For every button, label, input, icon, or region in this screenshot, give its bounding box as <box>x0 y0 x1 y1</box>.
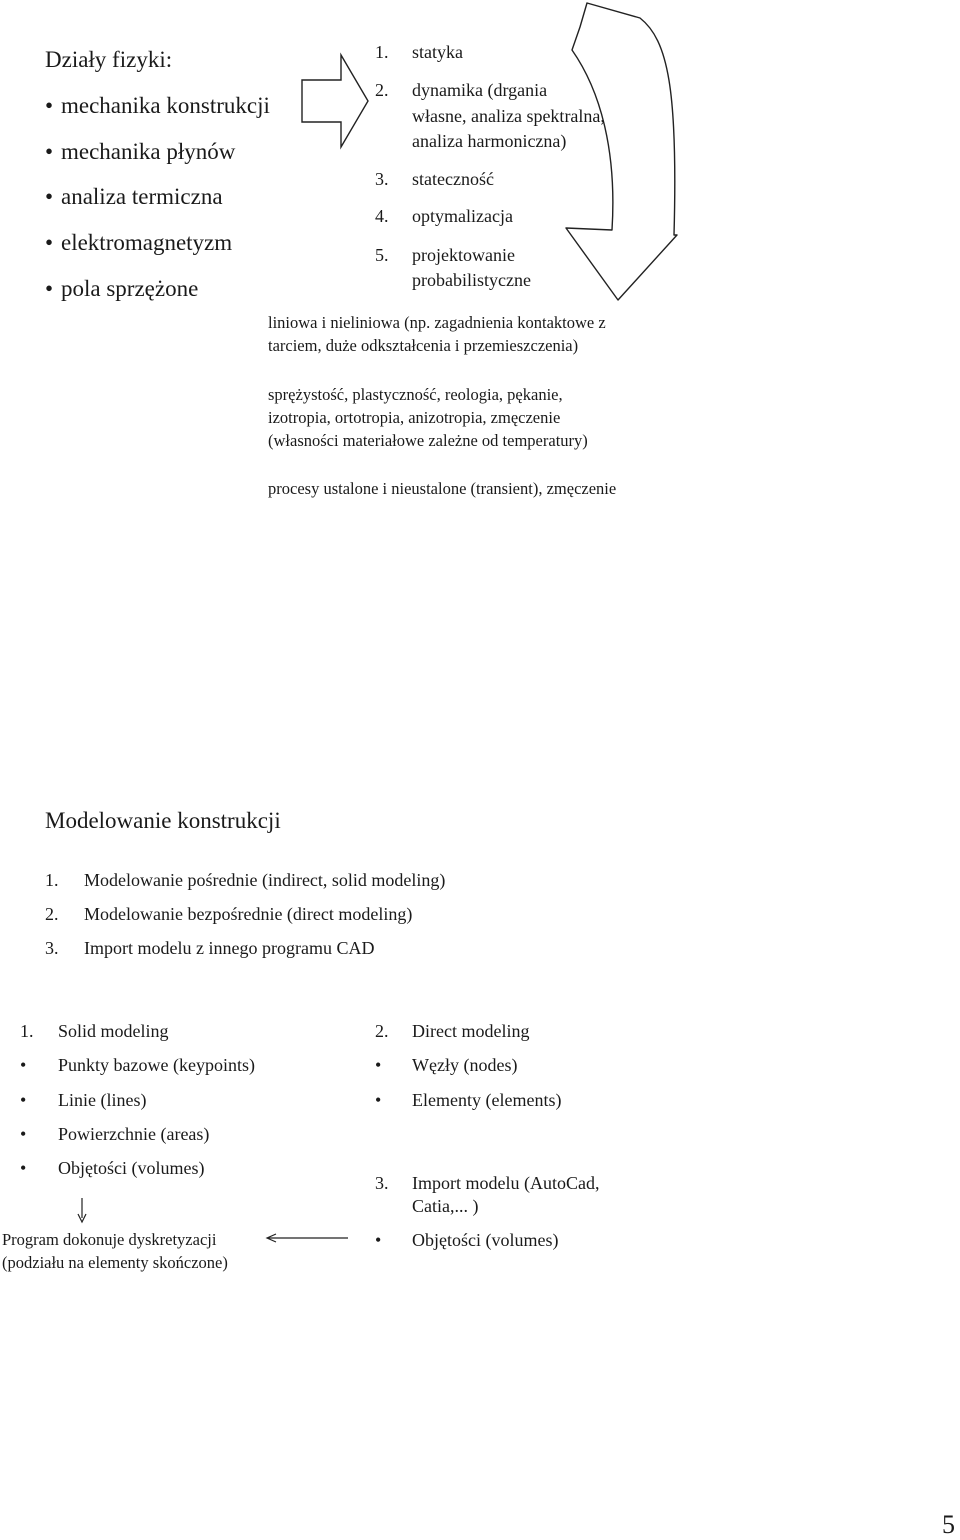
program-text: (podziału na elementy skończone) <box>2 1253 228 1272</box>
import-text: Catia,... ) <box>412 1196 479 1216</box>
note-mechanics: liniowa i nieliniowa (np. zagadnienia kontaktowe z <box>268 313 606 332</box>
sections-title: Działy fizyki: <box>45 47 173 72</box>
note-materials: izotropia, ortotropia, anizotropia, zmęczenie <box>268 408 561 427</box>
section-item: • mechanika płynów <box>45 139 236 164</box>
analysis-num: 2. <box>375 80 389 100</box>
analysis-text: optymalizacja <box>412 206 513 226</box>
analysis-text: projektowanie <box>412 245 515 265</box>
analysis-text: statyka <box>412 42 463 62</box>
modeling-item: Modelowanie pośrednie (indirect, solid modeling) <box>84 870 446 890</box>
direct-bullet: • <box>375 1090 382 1110</box>
analysis-num: 3. <box>375 169 389 189</box>
direct-num: 2. <box>375 1021 389 1041</box>
section-item: • mechanika konstrukcji <box>45 93 270 118</box>
analysis-text: stateczność <box>412 169 494 189</box>
solid-bullet: • <box>20 1055 27 1075</box>
modeling-num: 3. <box>45 938 59 958</box>
import-bullet: • <box>375 1230 382 1250</box>
analysis-num: 4. <box>375 206 389 226</box>
solid-item: Objętości (volumes) <box>58 1158 205 1178</box>
note-materials: (własności materiałowe zależne od temperatury) <box>268 431 588 450</box>
solid-item: Powierzchnie (areas) <box>58 1124 210 1144</box>
note-mechanics: tarciem, duże odkształcenia i przemieszczenia) <box>268 336 579 355</box>
solid-item: Linie (lines) <box>58 1090 147 1110</box>
analysis-text: probabilistyczne <box>412 270 531 290</box>
solid-header: Solid modeling <box>58 1021 169 1041</box>
right-block-arrow <box>302 55 368 147</box>
analysis-text: dynamika (drgania <box>412 80 548 100</box>
analysis-text: własne, analiza spektralna, <box>412 106 605 126</box>
import-num: 3. <box>375 1173 389 1193</box>
direct-item: Elementy (elements) <box>412 1090 562 1110</box>
modeling-num: 1. <box>45 870 59 890</box>
modeling-item: Import modelu z innego programu CAD <box>84 938 375 958</box>
solid-bullet: • <box>20 1158 27 1178</box>
modeling-num: 2. <box>45 904 59 924</box>
analysis-num: 5. <box>375 245 389 265</box>
note-materials: sprężystość, plastyczność, reologia, pękanie, <box>268 385 563 404</box>
analysis-text: analiza harmoniczna) <box>412 131 567 151</box>
section-item: • analiza termiczna <box>45 184 223 209</box>
direct-header: Direct modeling <box>412 1021 530 1041</box>
solid-bullet: • <box>20 1124 27 1144</box>
section-item: • elektromagnetyzm <box>45 230 233 255</box>
page-number: 5 <box>942 1510 955 1539</box>
direct-bullet: • <box>375 1055 382 1075</box>
import-item: Objętości (volumes) <box>412 1230 559 1250</box>
solid-bullet: • <box>20 1090 27 1110</box>
section-item: • pola sprzężone <box>45 276 199 301</box>
modeling-title: Modelowanie konstrukcji <box>45 808 281 833</box>
solid-num: 1. <box>20 1021 34 1041</box>
program-text: Program dokonuje dyskretyzacji <box>2 1230 217 1249</box>
solid-item: Punkty bazowe (keypoints) <box>58 1055 255 1075</box>
analysis-num: 1. <box>375 42 389 62</box>
direct-item: Węzły (nodes) <box>412 1055 518 1075</box>
import-text: Import modelu (AutoCad, <box>412 1173 600 1193</box>
curved-down-arrow <box>566 3 677 300</box>
modeling-item: Modelowanie bezpośrednie (direct modeling) <box>84 904 413 924</box>
note-thermal: procesy ustalone i nieustalone (transient), zmęczenie <box>268 479 617 498</box>
